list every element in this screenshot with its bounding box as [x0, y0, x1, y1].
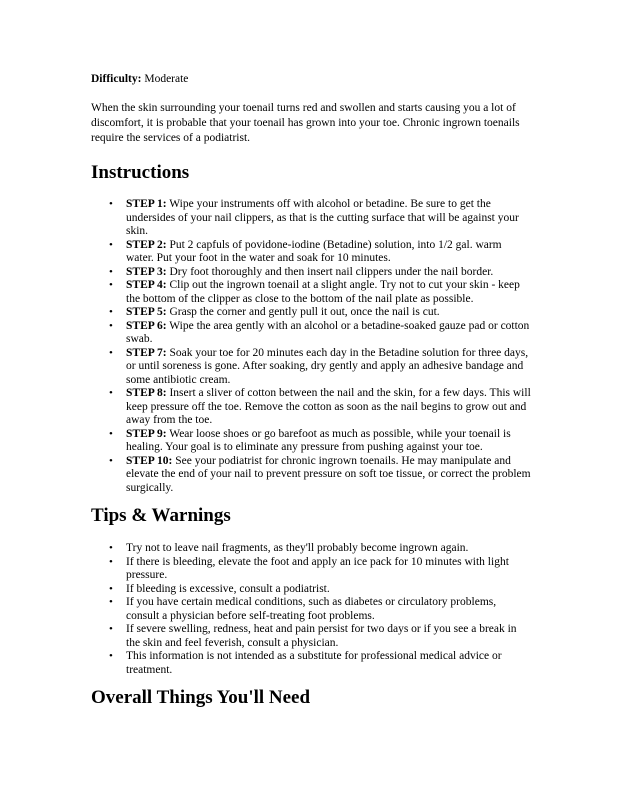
step-label: STEP 9: — [126, 427, 167, 440]
bullet-icon: • — [109, 582, 113, 595]
step-text: See your podiatrist for chronic ingrown toenails. He may manipulate and elevate the end of your nail to prevent pressure on soft toe tissue, or correct the problem surgically. — [126, 454, 531, 494]
bullet-icon: • — [109, 279, 113, 291]
step-text: Wipe the area gently with an alcohol or a betadine-soaked gauze pad or cotton swab. — [126, 319, 530, 345]
tip-item — [91, 556, 531, 583]
bullet-icon: • — [109, 454, 113, 467]
step-item — [91, 198, 531, 239]
step-label: STEP 6: — [126, 319, 167, 332]
step-text: Clip out the ingrown toenail at a slight angle. Try not to cut your skin - keep the bottom of the clipper as close to the bottom of the nail plate as possible. — [126, 279, 520, 305]
bullet-icon: • — [109, 198, 113, 210]
step-text: Wipe your instruments off with alcohol or betadine. Be sure to get the undersides of your nail clippers, as that is the cutting surface that will be against your skin. — [126, 198, 519, 237]
step-text: Insert a sliver of cotton between the nail and the skin, for a few days. This will keep pressure off the toe. Remove the cotton as soon as the nail begins to grow out and away from the toe. — [126, 387, 531, 426]
step-label: STEP 7: — [126, 346, 167, 359]
bullet-icon: • — [109, 623, 113, 635]
bullet-icon: • — [109, 555, 113, 568]
step-label: STEP 10: — [126, 454, 173, 467]
tip-text: Try not to leave nail fragments, as they'll probably become ingrown again. — [126, 542, 469, 554]
tip-text: If bleeding is excessive, consult a podiatrist. — [126, 582, 330, 595]
step-label: STEP 3: — [126, 265, 167, 278]
step-text: Wear loose shoes or go barefoot as much as possible, while your toenail is healing. Your goal is to eliminate any pressure from pushing against your toe. — [126, 427, 511, 453]
step-label: STEP 5: — [126, 306, 167, 318]
step-item — [91, 239, 531, 266]
bullet-icon: • — [109, 346, 113, 359]
tip-item — [91, 542, 531, 556]
step-text: Soak your toe for 20 minutes each day in the Betadine solution for three days, or until soreness is gone. After soaking, dry gently and apply an adhesive bandage and some antibiotic cream. — [126, 346, 529, 386]
step-text: Put 2 capfuls of povidone-iodine (Betadine) solution, into 1/2 gal. warm water. Put your foot in the water and soak for 10 minutes. — [126, 238, 502, 264]
step-item — [91, 279, 531, 306]
tip-item — [91, 583, 531, 597]
tip-text: If you have certain medical conditions, such as diabetes or circulatory problems, consult a physician before self-treating foot problems. — [126, 596, 497, 622]
tips-warnings-heading: Tips & Warnings — [91, 505, 231, 526]
step-item — [91, 387, 531, 428]
step-item — [91, 266, 531, 280]
document-page — [91, 64, 531, 709]
step-item — [91, 428, 531, 455]
step-item — [91, 320, 531, 347]
tip-item — [91, 596, 531, 623]
step-item — [91, 347, 531, 388]
tip-text: If severe swelling, redness, heat and pain persist for two days or if you see a break in the skin and feel feverish, consult a physician. — [126, 623, 517, 649]
bullet-icon: • — [109, 387, 113, 399]
bullet-icon: • — [109, 306, 113, 318]
intro-paragraph: When the skin surrounding your toenail turns red and swollen and starts causing you a lot of discomfort, it is probable that your toenail has grown into your toe. Chronic ingrown toenails require the services of a podiatrist. — [91, 102, 520, 144]
difficulty-value: Moderate — [144, 73, 189, 85]
bullet-icon: • — [109, 596, 113, 608]
bullet-icon: • — [109, 319, 113, 332]
bullet-icon: • — [109, 238, 113, 251]
step-label: STEP 2: — [126, 238, 167, 251]
difficulty-label: Difficulty: — [91, 73, 142, 85]
step-text: Dry foot thoroughly and then insert nail clippers under the nail border. — [169, 265, 494, 278]
step-item — [91, 306, 531, 320]
tips-list — [91, 542, 531, 677]
bullet-icon: • — [109, 265, 113, 278]
tip-item — [91, 623, 531, 650]
tip-text: If there is bleeding, elevate the foot and apply an ice pack for 10 minutes with light pressure. — [126, 555, 509, 581]
tip-text: This information is not intended as a substitute for professional medical advice or treatment. — [126, 650, 502, 676]
step-label: STEP 8: — [126, 387, 167, 399]
step-item — [91, 455, 531, 496]
bullet-icon: • — [109, 427, 113, 440]
bullet-icon: • — [109, 650, 113, 662]
bullet-icon: • — [109, 542, 113, 554]
step-label: STEP 4: — [126, 279, 167, 291]
instructions-heading: Instructions — [91, 162, 190, 183]
things-needed-heading: Overall Things You'll Need — [91, 687, 311, 708]
step-label: STEP 1: — [126, 198, 167, 210]
instructions-list — [91, 198, 531, 495]
step-text: Grasp the corner and gently pull it out, once the nail is cut. — [169, 306, 440, 318]
difficulty-line — [91, 72, 531, 87]
tip-item — [91, 650, 531, 677]
